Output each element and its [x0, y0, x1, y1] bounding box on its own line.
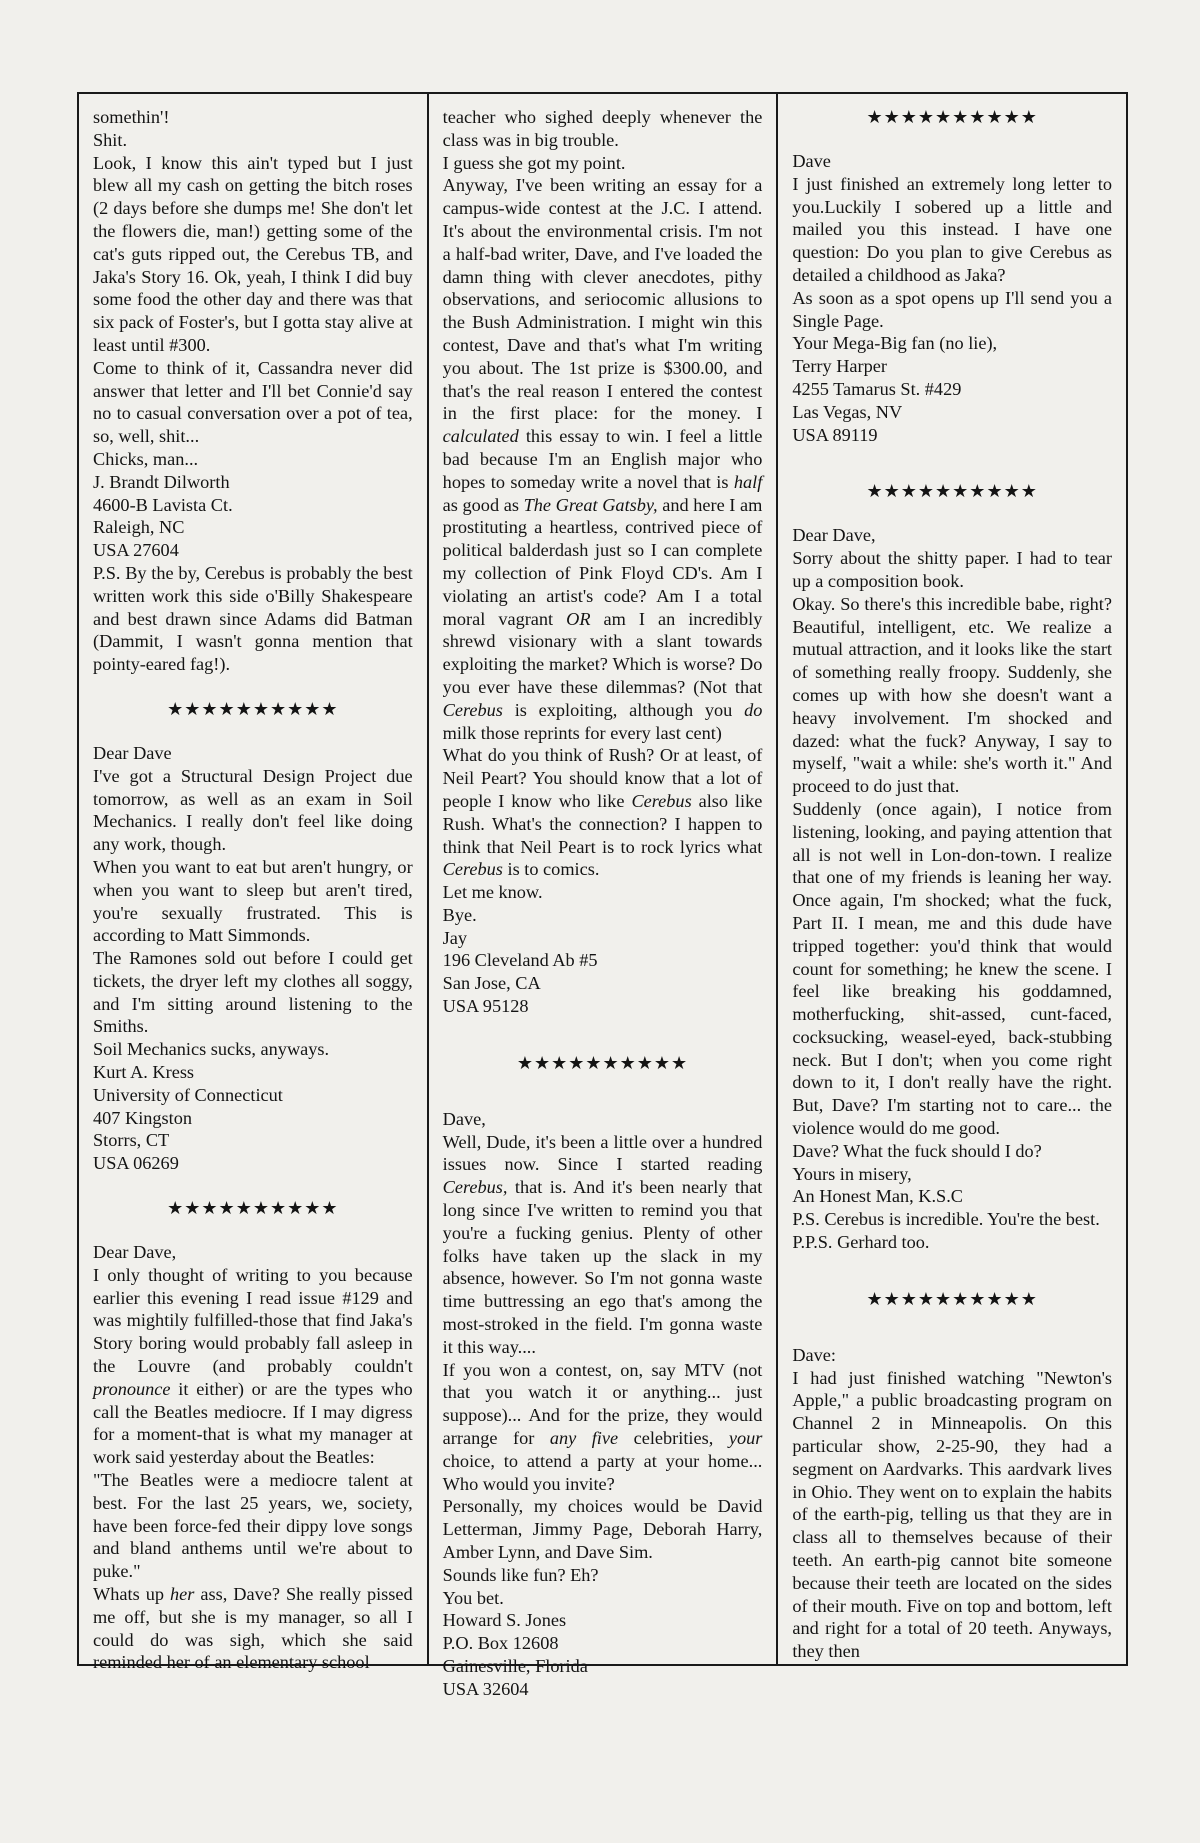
letter-text: As soon as a spot opens up I'll send you a Single Page. [792, 287, 1113, 331]
letter-text: Whats up her ass, Dave? She really pissed me off, but she is my manager, so all I could do was sigh, which she said reminded her of an elementary school [93, 1584, 413, 1673]
address-line: Raleigh, NC [93, 517, 185, 538]
signature-line: Yours in misery, [792, 1163, 912, 1184]
address-line: Las Vegas, NV [792, 401, 903, 422]
letter-text: What do you think of Rush? Or at least, of Neil Peart? You should know that a lot of people I know who like Cerebus also like Rush. What's the connection? I happen to think that Neil Peart is to rock lyrics what Cerebus is to comics. [442, 745, 763, 880]
address-line: P.O. Box 12608 [442, 1633, 559, 1654]
letter-text: Soil Mechanics sucks, anyways. [93, 1039, 330, 1060]
column-left [79, 94, 427, 1673]
letter-text: I just finished an extremely long letter to you.Luckily I sobered up a little and mailed you this instead. I have one question: Do you plan to give Cerebus as detailed a childhood as Jaka? [792, 173, 1113, 285]
column-right [776, 94, 1126, 1664]
address-line: 4600-B Lavista Ct. [93, 494, 233, 515]
address-line: USA 27604 [93, 540, 179, 561]
star-divider: ★★★★★★★★★★ [167, 698, 339, 719]
star-divider: ★★★★★★★★★★ [866, 481, 1038, 502]
address-line: USA 95128 [442, 996, 529, 1017]
letter-text: Sounds like fun? Eh? [442, 1564, 599, 1585]
signature-line: Kurt A. Kress [93, 1062, 195, 1083]
address-line: USA 32604 [442, 1678, 529, 1699]
letter-text: Bye. [442, 904, 477, 925]
letter-text: I only thought of writing to you because earlier this evening I read issue #129 and was mightily fulfilled-those that find Jaka's Story boring would probably fall asleep in the Louvre (and probably couldn't pronounce it either) or are the types who call the Beatles mediocre. If I may digress for a moment-that is what my manager at work said yesterday about the Beatles: [93, 1264, 413, 1468]
star-divider: ★★★★★★★★★★ [866, 1288, 1038, 1309]
star-divider: ★★★★★★★★★★ [866, 107, 1038, 127]
letter-text: Dave? What the fuck should I do? [792, 1140, 1042, 1161]
letter-text: Personally, my choices would be David Letterman, Jimmy Page, Deborah Harry, Amber Lynn, and Dave Sim. [442, 1496, 763, 1563]
signature-line: Your Mega-Big fan (no lie), [792, 333, 998, 354]
letter-text: You bet. [442, 1587, 504, 1608]
postscript: P.P.S. Gerhard too. [792, 1232, 930, 1253]
address-line: San Jose, CA [442, 973, 541, 994]
address-line: 407 Kingston [93, 1107, 193, 1128]
letter-text: Let me know. [442, 882, 543, 903]
letter-text: Shit. [93, 129, 128, 150]
address-line: 4255 Tamarus St. #429 [792, 378, 962, 399]
salutation: Dear Dave, [792, 525, 876, 546]
address-line: University of Connecticut [93, 1084, 283, 1105]
salutation: Dear Dave [93, 742, 172, 763]
letter-text: Well, Dude, it's been a little over a hundred issues now. Since I started reading Cerebus, that is. And it's been nearly that long since I've written to remind you that you're a fucking genius. Plenty of other folks have taken up the slack in my absence, however. So I'm not gonna waste time buttressing an ego that's among the most-stroked in the field. I'm gonna waste it this way.... [442, 1131, 763, 1357]
postscript: P.S. Cerebus is incredible. You're the best. [792, 1209, 1100, 1230]
address-line: USA 06269 [93, 1153, 179, 1174]
address-line: Gainesville, Florida [442, 1656, 588, 1676]
signature-line: Jay [442, 927, 468, 948]
letter-text: When you want to eat but aren't hungry, or when you want to sleep but aren't tired, you're sexually frustrated. This is according to Matt Simmonds. [93, 856, 413, 946]
letter-text: Look, I know this ain't typed but I just blew all my cash on getting the bitch roses (2 days before she dumps me! She don't let the flowers die, man!) getting some of the cat's guts ripped out, the Cerebus TB, and Jaka's Story 16. Ok, yeah, I think I did buy some food the other day and there was that six pack of Foster's, but I gotta stay alive at least until #300. [93, 152, 413, 355]
salutation: Dave: [792, 1344, 836, 1365]
letter-text: Anyway, I've been writing an essay for a campus-wide contest at the J.C. I attend. It's about the environmental crisis. I'm not a half-bad writer, Dave, and I've loaded the damn thing with clever anecdotes, pithy observations, and seriocomic allusions to the Bush Administration. I might win this contest, Dave and that's what I'm writing you about. The 1st prize is $300.00, and that's the real reason I entered the contest in the first place: for the money. I calculated this essay to win. I feel a little bad because I'm an English major who hopes to someday write a novel that is half as good as The Great Gatsby, and here I am prostituting a heartless, contrived piece of political balderdash just so I can complete my collection of Pink Floyd CD's. Am I violating an artist's code? Am I a total moral vagrant OR am I an incredibly shrewd visionary with a slant towards exploiting the market? Which is worse? Do you ever have these dilemmas? (Not that Cerebus is exploiting, although you do milk those reprints for every last cent) [442, 175, 763, 743]
letter-text: Chicks, man... [93, 448, 199, 469]
letter-text: Suddenly (once again), I notice from listening, looking, and paying attention that all is not well in Lon-don-town. I realize that one of my friends is leaning her way. Once again, I'm shocked; what the fuck, Part II. I mean, me and this dude have tripped together: you'd think that would count for something; he knew the scene. I feel like breaking his goddamned, motherfucking, shit-assed, cunt-faced, cocksucking, weasel-eyed, back-stubbing neck. But I don't; when you come right down to it, I don't really have the right. But, Dave? I'm starting not to care... the violence would do me good. [792, 798, 1113, 1139]
letter-text: somethin'! [93, 107, 170, 127]
letter-text: I've got a Structural Design Project due tomorrow, as well as an exam in Soil Mechanics. I really don't feel like doing any work, though. [93, 765, 413, 855]
signature-line: Howard S. Jones [442, 1610, 567, 1631]
letter-text: I guess she got my point. [442, 152, 626, 173]
letters-page-frame [77, 92, 1128, 1699]
letter-text: Okay. So there's this incredible babe, right? Beautiful, intelligent, etc. We realize a mutual attraction, and it looks like the start of something really froopy. Suddenly, she comes up with how she doesn't want a heavy involvement. I'm shocked and dazed: what the fuck? Anyway, I say to myself, "wait a while: she's worth it." And proceed to do just that. [792, 593, 1113, 797]
salutation: Dave, [442, 1108, 486, 1129]
signature-line: Terry Harper [792, 356, 887, 377]
star-divider: ★★★★★★★★★★ [516, 1052, 689, 1073]
letter-text: teacher who sighed deeply whenever the class was in big trouble. [442, 107, 763, 150]
signature-line: J. Brandt Dilworth [93, 471, 230, 492]
address-line: Storrs, CT [93, 1130, 170, 1151]
letter-text: Sorry about the shitty paper. I had to tear up a composition book. [792, 548, 1113, 591]
letter-text: The Ramones sold out before I could get tickets, the dryer left my clothes all soggy, and I'm sitting around listening to the Smiths. [93, 948, 413, 1037]
signature-line: An Honest Man, K.S.C [792, 1186, 963, 1207]
letter-text: "The Beatles were a mediocre talent at best. For the last 25 years, we, society, have been force-fed their dippy love songs and bland anthems until we're about to puke." [93, 1470, 413, 1582]
letter-text: I had just finished watching "Newton's Apple," a public broadcasting program on Channel 2 in Minneapolis. On this particular show, 2-25-90, they had a segment on Aardvarks. This aardvark lives in Ohio. They went on to explain the habits of the earth-pig, telling us that they are in class all to themselves because of their teeth. An earth-pig cannot bite someone because their teeth are located on the sides of their mouth. Five on top and bottom, left and right for a total of 20 teeth. Anyways, they then [792, 1367, 1113, 1662]
star-divider: ★★★★★★★★★★ [167, 1198, 339, 1219]
postscript: P.S. By the by, Cerebus is probably the best written work this side o'Billy Shakespeare and best drawn since Adams did Batman (Dammit, I wasn't gonna mention that pointy-eared fag!). [93, 562, 413, 675]
address-line: 196 Cleveland Ab #5 [442, 950, 598, 971]
salutation: Dear Dave, [93, 1242, 177, 1263]
column-middle [427, 94, 777, 1699]
salutation: Dave [792, 151, 831, 171]
letter-text: Come to think of it, Cassandra never did answer that letter and I'll bet Connie'd say no to casual conversation over a pot of tea, so, well, shit... [93, 357, 413, 447]
letter-text: If you won a contest, on, say MTV (not that you watch it or anything... just suppose)... And for the prize, they would arrange for any five celebrities, your choice, to attend a party at your home... Who would you invite? [442, 1359, 763, 1494]
address-line: USA 89119 [792, 424, 878, 445]
